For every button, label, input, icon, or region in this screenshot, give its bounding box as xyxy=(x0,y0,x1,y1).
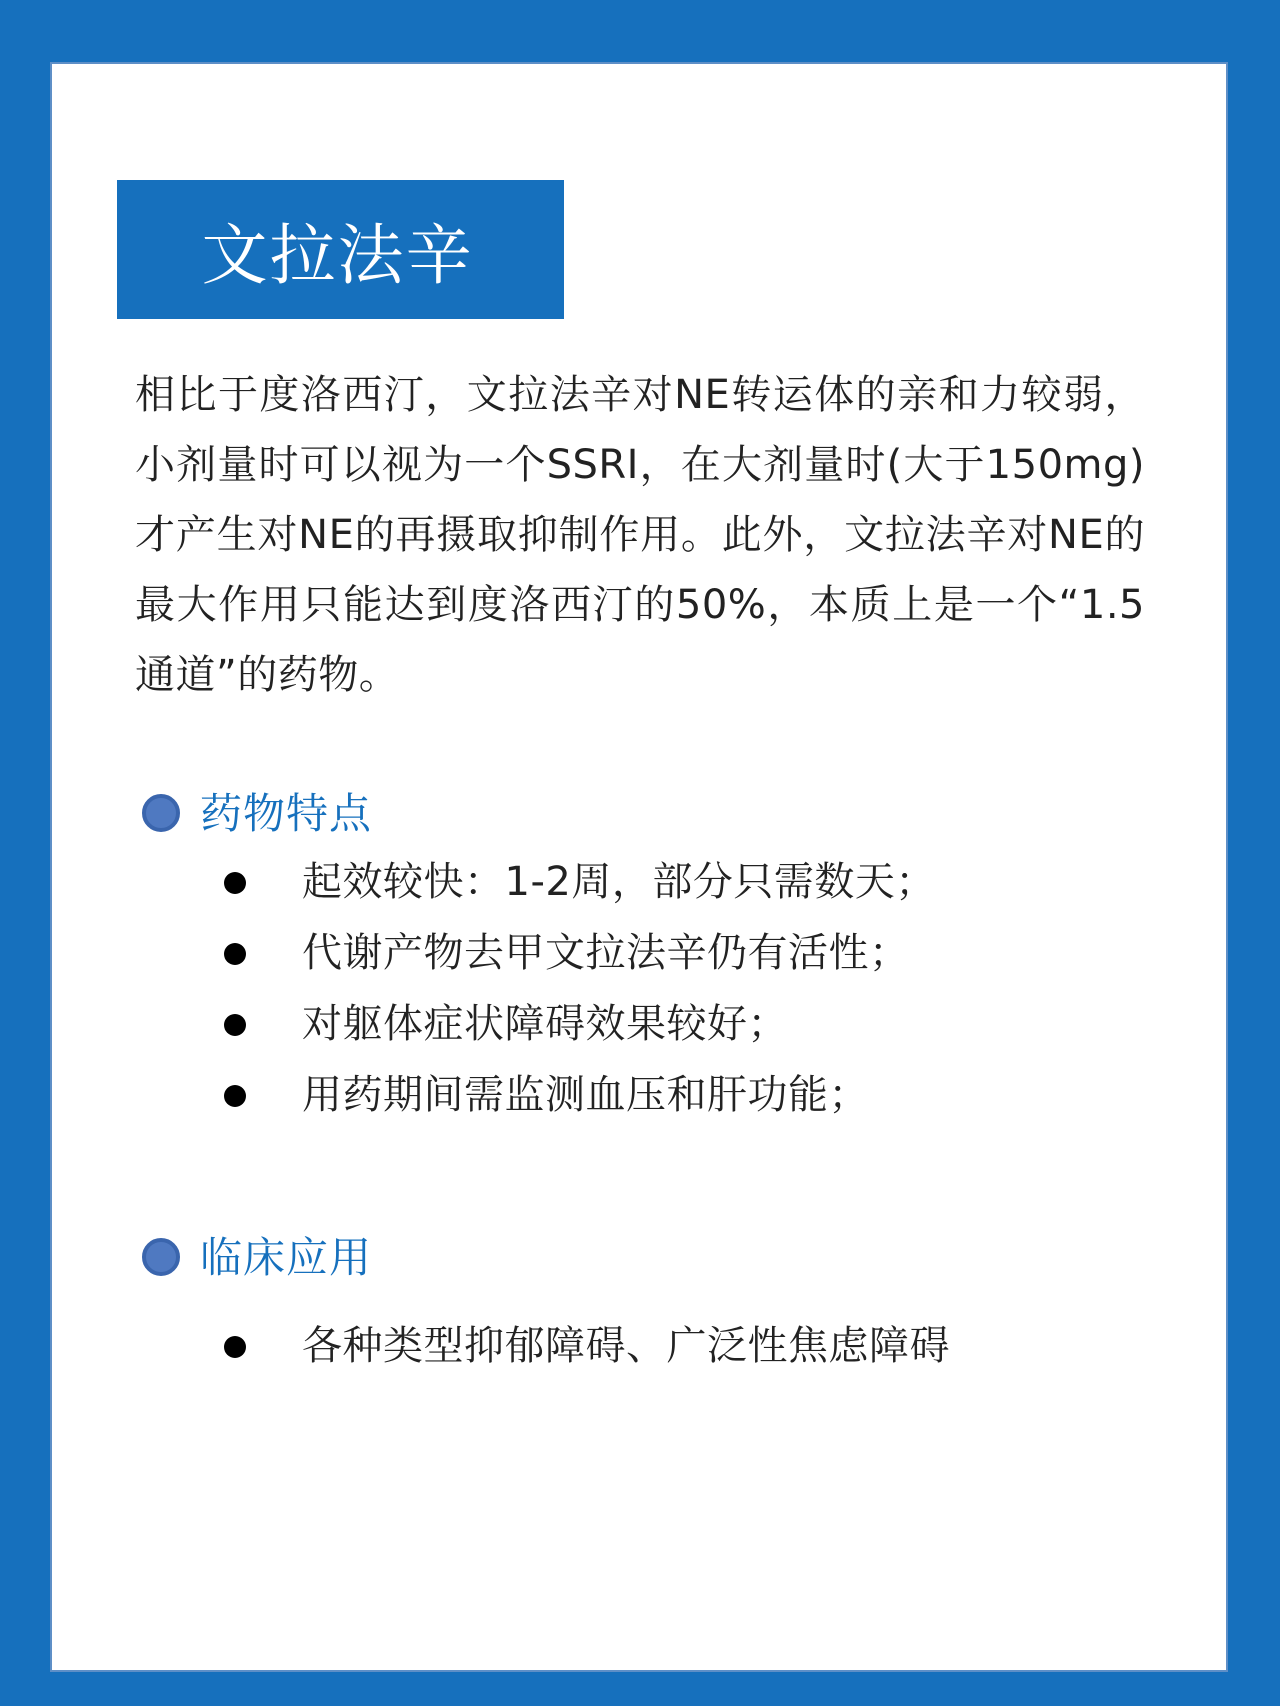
bullet-icon xyxy=(224,1085,246,1107)
bullet-icon xyxy=(224,872,246,894)
bullet-icon xyxy=(224,943,246,965)
section-header xyxy=(52,786,1226,846)
section-title: 药物特点 xyxy=(200,789,373,838)
intro-paragraph: 相比于度洛西汀，文拉法辛对NE转运体的亲和力较弱，小剂量时可以视为一个SSRI，在大剂量时(大于150mg)才产生对NE的再摄取抑制作用。此外，文拉法辛对NE的最大作用只能达到度洛西汀的50%，本质上是一个“1.5通道”的药物。 xyxy=(135,372,1145,698)
list-item-text: 起效较快：1-2周，部分只需数天； xyxy=(302,859,936,905)
section-title: 临床应用 xyxy=(200,1233,373,1282)
section-header xyxy=(52,1230,1226,1290)
list-item xyxy=(52,846,1226,917)
list-item xyxy=(52,988,1226,1059)
section-dot-icon xyxy=(142,794,180,832)
clinical-use-list xyxy=(52,1310,1226,1381)
list-item-text: 用药期间需监测血压和肝功能； xyxy=(302,1072,869,1118)
list-item xyxy=(52,1059,1226,1130)
list-item-text: 各种类型抑郁障碍、广泛性焦虑障碍 xyxy=(302,1323,950,1369)
title-banner xyxy=(117,180,564,319)
bullet-icon xyxy=(224,1336,246,1358)
page-title: 文拉法辛 xyxy=(201,217,474,294)
list-item xyxy=(52,917,1226,988)
list-item xyxy=(52,1310,1226,1381)
list-item-text: 对躯体症状障碍效果较好； xyxy=(302,1001,788,1047)
section-dot-icon xyxy=(142,1238,180,1276)
content-card xyxy=(50,62,1228,1672)
bullet-icon xyxy=(224,1014,246,1036)
features-list xyxy=(52,846,1226,1130)
list-item-text: 代谢产物去甲文拉法辛仍有活性； xyxy=(302,930,910,976)
